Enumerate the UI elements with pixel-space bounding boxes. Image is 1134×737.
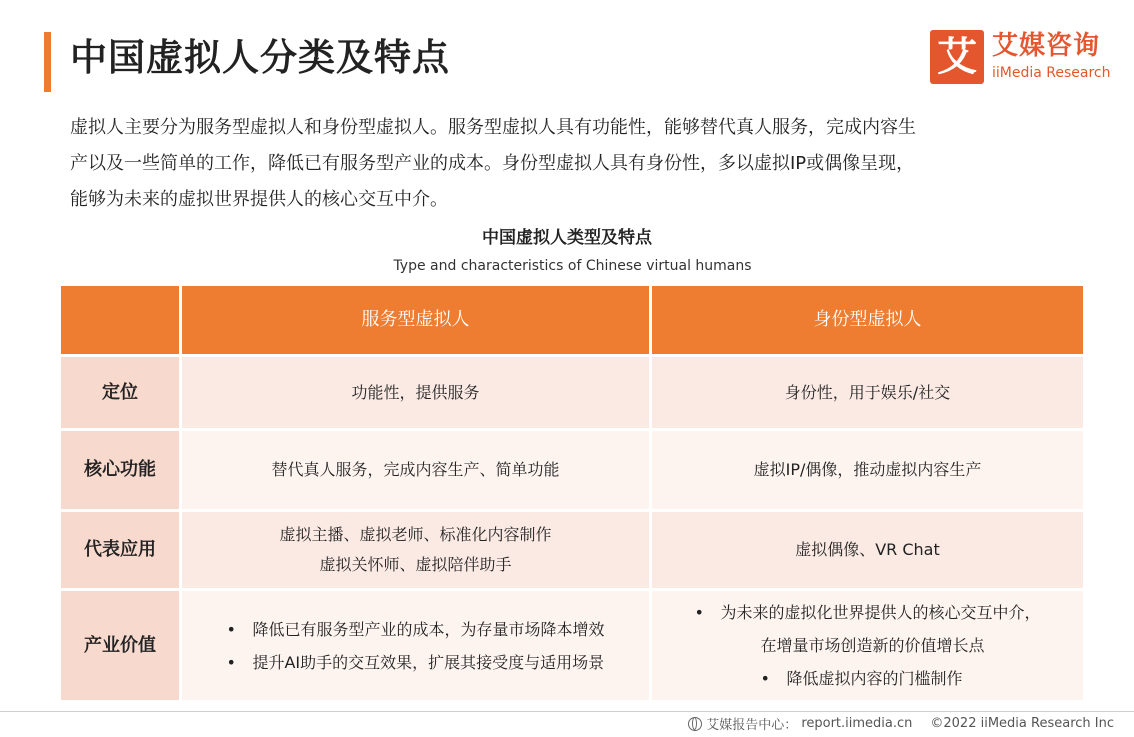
bullet-list	[694, 596, 1040, 695]
bullet-item	[694, 662, 1040, 695]
cell-service-core-function	[182, 431, 649, 509]
row-label-core-function: 核心功能	[61, 431, 179, 509]
bullet-item	[226, 613, 604, 646]
bullet-dot: •	[226, 619, 236, 639]
table-title-cn: 中国虚拟人类型及特点	[482, 228, 652, 248]
bullet-text: 提升AI助手的交互效果，扩展其接受度与适用场景	[252, 652, 605, 672]
logo-mark-icon: 艾	[930, 30, 984, 84]
cell-text: 替代真人服务，完成内容生产、简单功能	[271, 460, 560, 479]
iimedia-logo	[930, 30, 1120, 86]
table-header-corner	[61, 286, 179, 354]
page-title: 中国虚拟人分类及特点	[70, 36, 450, 79]
bullet-list	[226, 613, 604, 679]
title-accent-bar	[44, 32, 51, 92]
cell-service-applications	[182, 512, 649, 588]
intro-line: 能够为未来的虚拟世界提供人的核心交互中介。	[70, 189, 448, 210]
bullet-text: 在增量市场创造新的价值增长点	[760, 636, 985, 655]
cell-identity-applications	[652, 512, 1083, 588]
footer-source-label: 艾媒报告中心：	[706, 718, 798, 733]
row-label-positioning: 定位	[61, 357, 179, 428]
cell-text: 虚拟关怀师、虚拟陪伴助手	[319, 555, 512, 574]
bullet-item	[226, 646, 604, 679]
intro-paragraph	[70, 110, 1090, 218]
footer-divider	[0, 711, 1134, 712]
cell-identity-core-function	[652, 431, 1083, 509]
cell-service-positioning	[182, 357, 649, 428]
table-header-identity: 身份型虚拟人	[652, 286, 1083, 354]
globe-icon	[688, 717, 702, 731]
cell-text: 虚拟IP/偶像，推动虚拟内容生产	[753, 460, 982, 479]
cell-text: 虚拟偶像、VR Chat	[795, 540, 940, 559]
bullet-text: 降低已有服务型产业的成本，为存量市场降本增效	[252, 619, 605, 639]
cell-service-industry-value	[182, 591, 649, 700]
logo-name-en: iiMedia Research	[992, 65, 1111, 81]
cell-text: 功能性，提供服务	[351, 382, 480, 402]
cell-identity-industry-value	[652, 591, 1083, 700]
cell-text: 身份性，用于娱乐/社交	[784, 382, 951, 402]
table-title-en: Type and characteristics of Chinese virtual humans	[393, 258, 752, 274]
cell-identity-positioning	[652, 357, 1083, 428]
footer-url-link[interactable]: report.iimedia.cn	[801, 716, 913, 731]
bullet-text: 降低虚拟内容的门槛制作	[786, 669, 963, 688]
bullet-text: 为未来的虚拟化世界提供人的核心交互中介，	[720, 603, 1041, 622]
row-label-applications: 代表应用	[61, 512, 179, 588]
bullet-dot: •	[694, 603, 704, 622]
cell-text: 虚拟主播、虚拟老师、标准化内容制作	[279, 525, 552, 544]
virtual-human-table	[61, 286, 1083, 700]
bullet-dot: •	[760, 669, 770, 688]
bullet-continuation	[694, 629, 1040, 662]
bullet-item	[694, 596, 1040, 629]
logo-name-cn: 艾媒咨询	[992, 31, 1101, 61]
footer	[688, 714, 1114, 733]
bullet-dot: •	[226, 652, 236, 672]
table-header-service: 服务型虚拟人	[182, 286, 649, 354]
intro-line: 虚拟人主要分为服务型虚拟人和身份型虚拟人。服务型虚拟人具有功能性，能够替代真人服务，完成内容生	[70, 117, 916, 138]
row-label-industry-value: 产业价值	[61, 591, 179, 700]
footer-copyright: ©2022 iiMedia Research Inc	[930, 716, 1114, 731]
intro-line: 产以及一些简单的工作，降低已有服务型产业的成本。身份型虚拟人具有身份性，多以虚拟IP或偶像呈现，	[70, 153, 915, 174]
